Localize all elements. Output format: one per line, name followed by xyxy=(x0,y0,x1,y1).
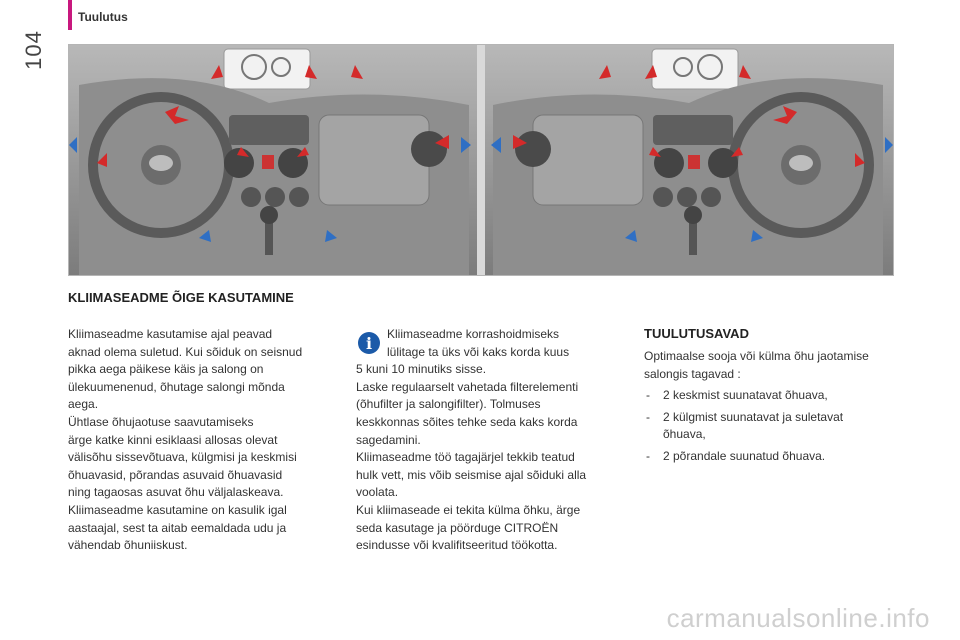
section-title: Tuulutus xyxy=(78,10,128,24)
list-dash: - xyxy=(646,409,650,424)
watermark: carmanualsonline.info xyxy=(666,603,930,633)
text-line: aega. xyxy=(68,397,99,412)
list-item-text: õhuava, xyxy=(663,427,706,442)
maintenance-column xyxy=(356,326,626,555)
text-line: vähendab õhuniiskust. xyxy=(68,538,188,553)
text-line: ärge katke kinni esiklaasi allosas olevat xyxy=(68,432,278,447)
text-line: Kliimaseadme kasutamine on kasulik igal xyxy=(68,502,287,517)
text-line: salongis tagavad : xyxy=(644,366,741,381)
vents-column xyxy=(644,348,914,466)
intro-column xyxy=(68,326,346,555)
list-dash: - xyxy=(646,448,650,463)
text-line: esindusse või kvalifitseeritud töökotta. xyxy=(356,538,558,553)
text-line: (õhufilter ja salongifilter). Tolmuses xyxy=(356,397,541,412)
list-item xyxy=(644,448,914,466)
text-line: Kliimaseadme kasutamise ajal peavad xyxy=(68,327,273,341)
info-icon: i xyxy=(358,332,380,354)
text-line: aastaajal, sest ta aitab eemaldada udu ja xyxy=(68,520,287,535)
text-line: õhuavasid, põrandas asuvaid õhuavasid xyxy=(68,467,283,482)
text-line: aknad olema suletud. Kui sõiduk on seisnud xyxy=(68,344,303,359)
text-line: Optimaalse sooja või külma õhu jaotamise xyxy=(644,349,869,363)
section-heading: KLIIMASEADME ÕIGE KASUTAMINE xyxy=(68,290,294,305)
list-item-text: 2 keskmist suunatavat õhuava, xyxy=(663,388,828,403)
list-item-text: 2 põrandale suunatud õhuava. xyxy=(663,448,826,463)
dashboard-illustration xyxy=(68,44,894,276)
vent-list xyxy=(644,387,914,465)
section-accent-bar xyxy=(68,0,72,30)
text-line: keskkonnas sõites tehke seda kaks korda xyxy=(356,414,578,429)
text-line: voolata. xyxy=(356,485,399,500)
text-line: sagedamini. xyxy=(356,432,421,447)
text-line: ülekuumenenud, õhutage salongi mõnda xyxy=(68,379,285,394)
text-line: ning tagaosas asuvat õhu väljalaskeava. xyxy=(68,485,284,500)
text-line: Kliimaseadme korrashoidmiseks xyxy=(387,327,560,341)
vents-heading: TUULUTUSAVAD xyxy=(644,326,749,341)
page-number: 104 xyxy=(21,30,46,70)
text-line: seda kasutage ja pöörduge CITROËN xyxy=(356,520,559,535)
right-hand-drive-panel xyxy=(485,45,893,275)
list-item xyxy=(644,387,914,405)
text-line: Kliimaseadme töö tagajärjel tekkib teatud xyxy=(356,450,575,465)
text-line: lülitage ta üks või kaks korda kuus xyxy=(387,344,570,359)
text-line: hulk vett, mis võib seismise ajal sõiduki alla xyxy=(356,467,587,482)
text-line: välisõhu sissevõtuava, külgmisi ja keskmisi xyxy=(68,450,297,465)
list-item xyxy=(644,409,914,444)
text-line: pikka aega päikese käis ja salong on xyxy=(68,362,264,377)
list-dash: - xyxy=(646,388,650,403)
text-line: Laske regulaarselt vahetada filterelementi xyxy=(356,379,579,394)
list-item-text: 2 külgmist suunatavat ja suletavat xyxy=(663,409,844,424)
left-hand-drive-panel xyxy=(69,45,477,275)
text-line: 5 kuni 10 minutiks sisse. xyxy=(356,362,487,377)
text-line: Kui kliimaseade ei tekita külma õhku, ärge xyxy=(356,502,581,517)
text-line: Ühtlase õhujaotuse saavutamiseks xyxy=(68,414,254,429)
